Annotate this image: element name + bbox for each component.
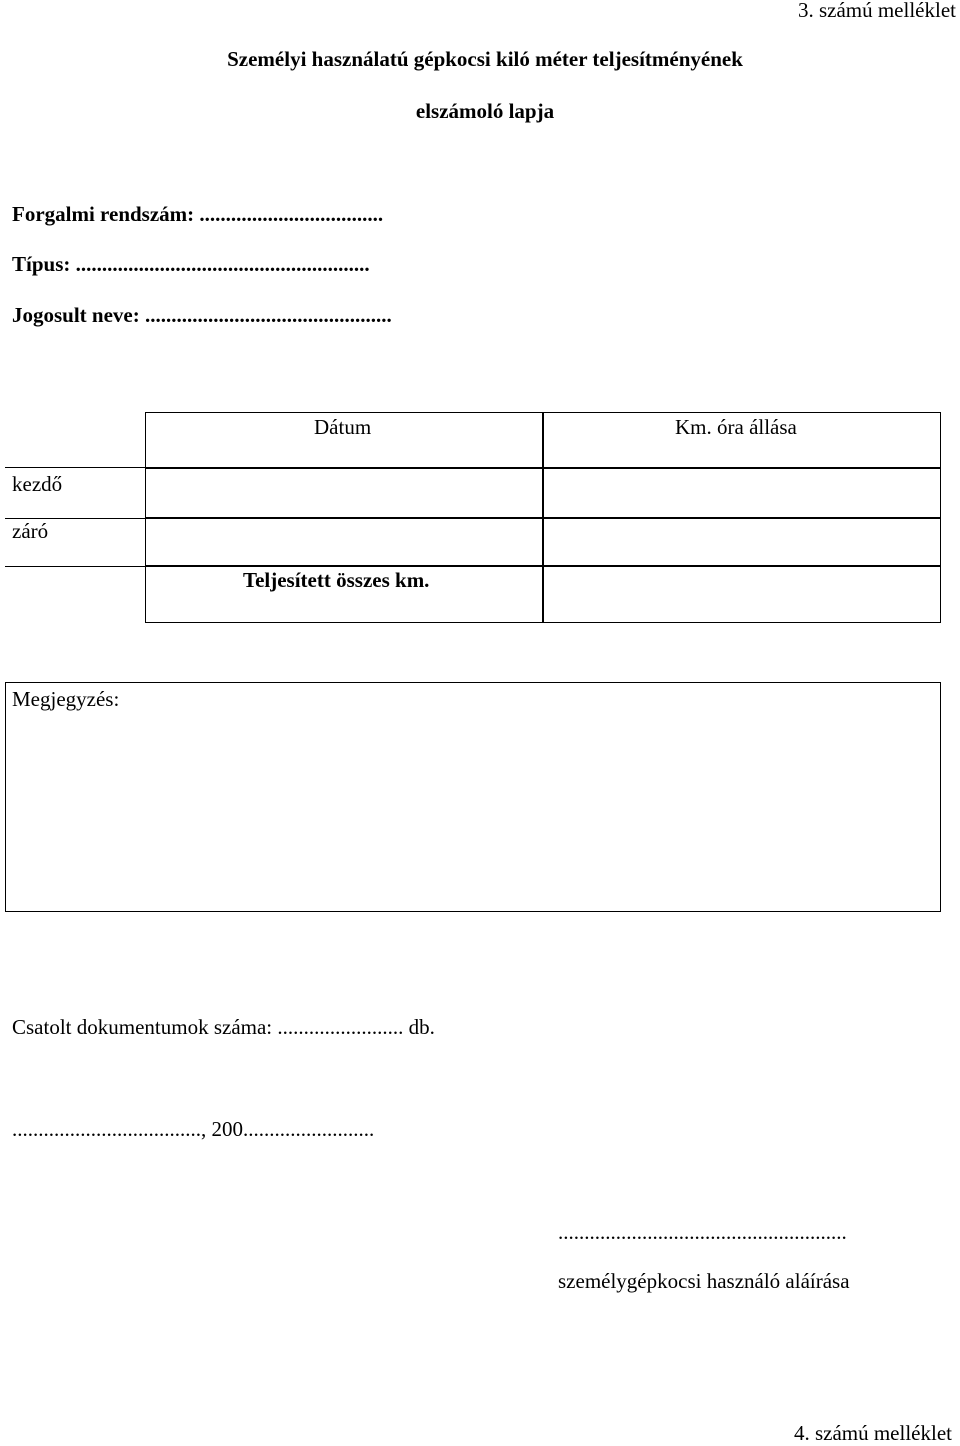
start-date-cell (145, 467, 544, 519)
start-odometer-cell (542, 467, 941, 519)
attachments-count-line: Csatolt dokumentumok száma: ........................ db. (12, 1015, 435, 1039)
end-label-cell (5, 517, 147, 567)
form-title-line1: Személyi használatú gépkocsi kiló méter teljesítményének (227, 47, 743, 71)
end-odometer-cell (542, 517, 941, 567)
date-header: Dátum (314, 415, 372, 439)
total-km-label: Teljesített összes km. (243, 568, 430, 592)
total-label-cell (145, 565, 544, 623)
signature-label: személygépkocsi használó aláírása (558, 1269, 850, 1293)
end-row-label: záró (12, 519, 49, 543)
plate-number-field: Forgalmi rendszám: ................................... (12, 202, 384, 226)
date-header-cell (145, 412, 544, 469)
start-label-cell (5, 467, 147, 519)
place-date-line: ...................................., 200......................... (12, 1117, 375, 1141)
annex-label-top: 3. számú melléklet (797, 0, 956, 22)
notes-box (5, 682, 941, 912)
total-km-cell (542, 565, 941, 623)
notes-label: Megjegyzés: (12, 687, 120, 711)
start-row-label: kezdő (12, 472, 63, 496)
odometer-header: Km. óra állása (675, 415, 797, 439)
annex-label-bottom: 4. számú melléklet (793, 1421, 952, 1445)
vehicle-type-field: Típus: ........................................................ (12, 252, 370, 276)
signature-dotted-line: ....................................................... (558, 1220, 847, 1244)
odometer-header-cell (542, 412, 941, 469)
form-title-line2: elszámoló lapja (415, 99, 555, 123)
end-date-cell (145, 517, 544, 567)
holder-name-field: Jogosult neve: ............................................... (12, 303, 392, 327)
